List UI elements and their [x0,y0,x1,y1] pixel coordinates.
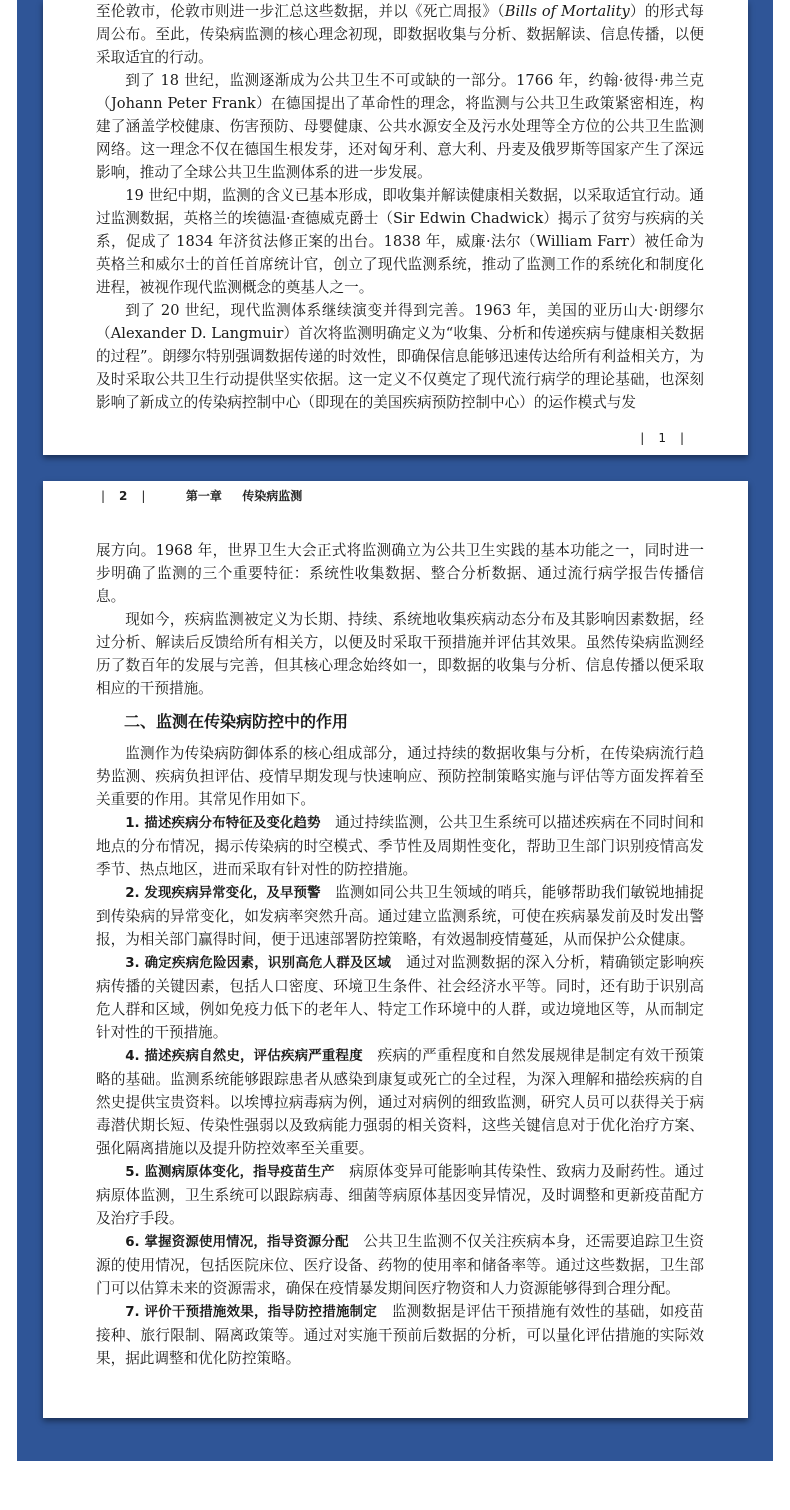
page-number: 2 [119,489,128,503]
page-1-body [96,0,704,414]
list-item: 3. 确定疾病危险因素，识别高危人群及区域 通过对监测数据的深入分析，精确锁定影响疾病传播的关键因素，包括人口密度、环境卫生条件、社会经济水平等。同时，还有助于识别高危人群和区域，例如免疫力低下的老年人、特定工作环境中的人群，或边境地区等，从而制定针对性的干预措施。 [96,954,704,1041]
section-heading: 二、监测在传染病防控中的作用 [124,712,349,731]
page-number: 1 [658,431,666,445]
chapter-label: 第一章 [185,489,222,503]
page-header: | 2 | 第一章 传染病监测 [101,489,303,503]
paragraph: 至伦敦市，伦敦市则进一步汇总这些数据，并以《死亡周报》（Bills of Mortality）的形式每周公布。至此，传染病监测的核心理念初现，即数据收集与分析、数据解读、信息传播，以便采取适宜的行动。 [96,3,704,66]
list-item: 7. 评价干预措施效果，指导防控措施制定 监测数据是评估干预措施有效性的基础，如疫苗接种、旅行限制、隔离政策等。通过对实施干预前后数据的分析，可以量化评估措施的实际效果，据此调整和优化防控策略。 [96,1303,704,1367]
chapter-title: 传染病监测 [242,489,303,503]
list-item: 1. 描述疾病分布特征及变化趋势 通过持续监测，公共卫生系统可以描述疾病在不同时间和地点的分布情况，揭示传染病的时空模式、季节性及周期性变化，帮助卫生部门识别疫情高发季节、热点地区，进而采取有针对性的防控措施。 [96,814,704,878]
paragraph: 到了 18 世纪，监测逐渐成为公共卫生不可或缺的一部分。1766 年，约翰·彼得·弗兰克（Johann Peter Frank）在德国提出了革命性的理念，将监测与公共卫生政策紧密相连，构建了涵盖学校健康、伤害预防、母婴健康、公共水源安全及污水处理等全方位的公共卫生监测网络。这一理念不仅在德国生根发芽，还对匈牙利、意大利、丹麦及俄罗斯等国家产生了深远影响，推动了全球公共卫生监测体系的进一步发展。 [96,72,704,181]
paragraph: 展方向。1968 年，世界卫生大会正式将监测确立为公共卫生实践的基本功能之一，同时进一步明确了监测的三个重要特征：系统性收集数据、整合分析数据、通过流行病学报告传播信息。 [96,542,704,605]
page-number-footer: | 1 | [640,431,684,445]
italic-title: Bills of Mortality [504,3,630,20]
list-item: 2. 发现疾病异常变化，及早预警 监测如同公共卫生领域的哨兵，能够帮助我们敏锐地捕捉到传染病的异常变化，如发病率突然升高。通过建立监测系统，可使在疾病暴发前及时发出警报，为相关部门赢得时间，便于迅速部署防控策略，有效遏制疫情蔓延，从而保护公众健康。 [96,884,704,948]
list-item: 5. 监测病原体变化，指导疫苗生产 病原体变异可能影响其传染性、致病力及耐药性。通过病原体监测，卫生系统可以跟踪病毒、细菌等病原体基因变异情况，及时调整和更新疫苗配方及治疗手段。 [96,1163,704,1227]
paragraph: 监测作为传染病防御体系的核心组成部分，通过持续的数据收集与分析，在传染病流行趋势监测、疾病负担评估、疫情早期发现与快速响应、预防控制策略实施与评估等方面发挥着至关重要的作用。其常见作用如下。 [96,745,704,808]
paragraph: 19 世纪中期，监测的含义已基本形成，即收集并解读健康相关数据，以采取适宜行动。通过监测数据，英格兰的埃德温·查德威克爵士（Sir Edwin Chadwick）揭示了贫穷与疾病的关系，促成了 1834 年济贫法修正案的出台。1838 年，威廉·法尔（William Farr）被任命为英格兰和威尔士的首任首席统计官，创立了现代监测系统，推动了监测工作的系统化和制度化进程，被视作现代监测概念的奠基人之一。 [96,187,704,296]
list-item: 6. 掌握资源使用情况，指导资源分配 公共卫生监测不仅关注疾病本身，还需要追踪卫生资源的使用情况，包括医院床位、医疗设备、药物的使用率和储备率等。通过这些数据，卫生部门可以估算未来的资源需求，确保在疫情暴发期间医疗物资和人力资源能够得到合理分配。 [96,1233,704,1297]
paragraph: 现如今，疾病监测被定义为长期、持续、系统地收集疾病动态分布及其影响因素数据，经过分析、解读后反馈给所有相关方，以便及时采取干预措施并评估其效果。虽然传染病监测经历了数百年的发展与完善，但其核心理念始终如一，即数据的收集与分析、信息传播以便采取相应的干预措施。 [96,611,704,697]
list-item: 4. 描述疾病自然史，评估疾病严重程度 疾病的严重程度和自然发展规律是制定有效干预策略的基础。监测系统能够跟踪患者从感染到康复或死亡的全过程，为深入理解和描绘疾病的自然史提供宝贵资料。以埃博拉病毒病为例，通过对病例的细致监测，研究人员可以获得关于病毒潜伏期长短、传染性强弱以及致病能力强弱的相关资料，这些关键信息对于优化治疗方案、强化隔离措施以及提升防控效率至关重要。 [96,1047,704,1157]
page-2 [43,481,748,1418]
page-2-body [96,539,704,1370]
paragraph: 到了 20 世纪，现代监测体系继续演变并得到完善。1963 年，美国的亚历山大·朗缪尔（Alexander D. Langmuir）首次将监测明确定义为“收集、分析和传递疾病与健康相关数据的过程”。朗缪尔特别强调数据传递的时效性，即确保信息能够迅速传达给所有利益相关方，为及时采取公共卫生行动提供坚实依据。这一定义不仅奠定了现代流行病学的理论基础，也深刻影响了新成立的传染病控制中心（即现在的美国疾病预防控制中心）的运作模式与发 [96,302,704,411]
page-1 [43,0,748,455]
